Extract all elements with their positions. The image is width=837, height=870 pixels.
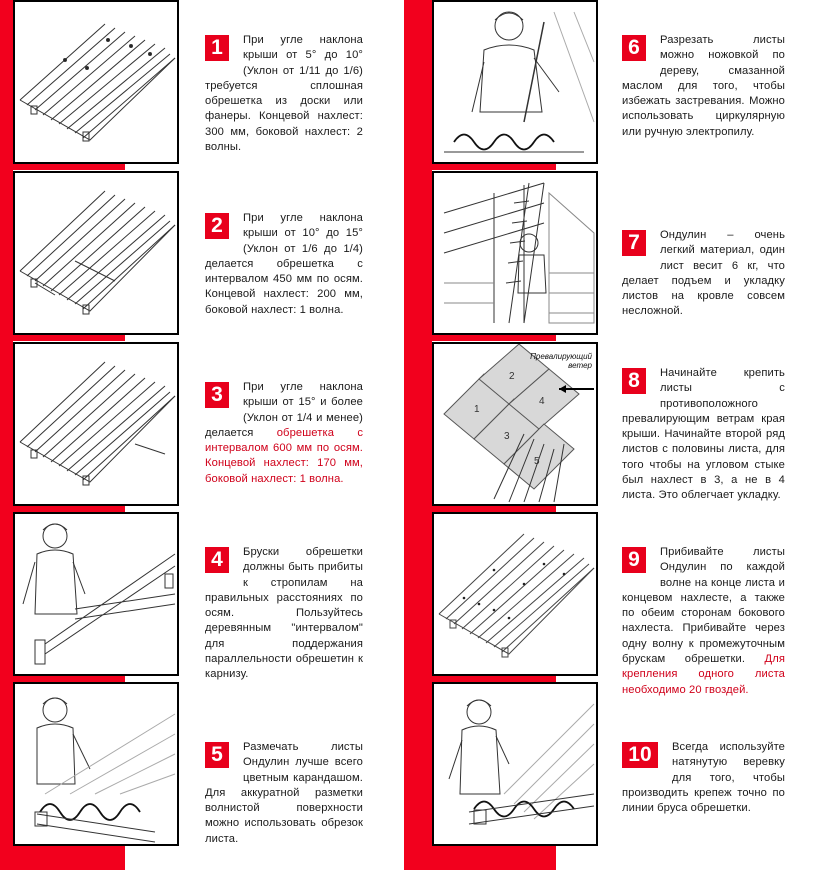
- illustration-frame-2: [13, 171, 179, 335]
- svg-text:2: 2: [509, 371, 515, 382]
- step-body-9: Прибивайте листы Ондулин по каждой волне на конце листа и концевом нахлесте, а также по обеим сторонам бокового нахлеста. Прибивайте через одну волну к промежуточным брускам обрешетки.: [622, 546, 785, 666]
- step-body-7: Ондулин – очень легкий материал, один лист весит 6 кг, что делает подъем и укладку листов на кровле совсем несложной.: [622, 229, 785, 318]
- step-body-3: При угле наклона крыши от 15° и более (Уклон от 1/4 и менее) делается: [205, 381, 363, 439]
- right-red-strip: [404, 0, 432, 870]
- step-text-7: [622, 228, 785, 320]
- step-body-10: Всегда используйте натянутую веревку для того, чтобы производить крепеж точно по линии бруса обрешетки.: [622, 741, 785, 815]
- svg-text:1: 1: [474, 404, 480, 415]
- step-highlight-9: Для крепления одного листа необходимо 20 гвоздей.: [622, 653, 785, 696]
- left-red-footer: [0, 845, 125, 870]
- wind-direction-label: Превалирующий ветер: [530, 352, 592, 370]
- step-badge-8: 8: [622, 368, 646, 394]
- worker-sawing-illustration: [434, 2, 596, 162]
- step-badge-7: 7: [622, 230, 646, 256]
- worker-marking-illustration: [15, 684, 177, 844]
- step-badge-9: 9: [622, 547, 646, 573]
- right-column: [404, 0, 837, 870]
- illustration-frame-1: [13, 0, 179, 164]
- step-badge-6: 6: [622, 35, 646, 61]
- step-highlight-3: обрешетка с интервалом 600 мм по осям. Концевой нахлест: 170 мм, боковой нахлест: 1 волна.: [205, 426, 364, 485]
- step-badge-3: 3: [205, 382, 229, 408]
- step-text-9: [622, 545, 785, 698]
- illustration-frame-8: [432, 342, 598, 506]
- step-text-3: [205, 380, 363, 487]
- step-text-2: [205, 211, 363, 318]
- red-underline-7: [432, 335, 556, 341]
- step-badge-4: 4: [205, 547, 229, 573]
- left-column: [0, 0, 404, 870]
- illustration-frame-4: [13, 512, 179, 676]
- illustration-frame-3: [13, 342, 179, 506]
- roof-sheet-illustration: [15, 2, 177, 162]
- nailing-pattern-illustration: [434, 514, 596, 674]
- step-text-10: [622, 740, 785, 816]
- step-body-4: Бруски обрешетки должны быть прибиты к стропилам на правильных расстояниях по осям. Пользуйтесь деревянным "интервалом" для поддержания параллельности обрешетин к карнизу.: [205, 546, 363, 681]
- right-red-footer: [404, 845, 556, 870]
- step-text-6: [622, 33, 785, 140]
- step-badge-5: 5: [205, 742, 229, 768]
- worker-string-illustration: [434, 684, 596, 844]
- step-body-1: При угле наклона крыши от 5° до 10° (Уклон от 1/11 до 1/6) требуется сплошная обрешетка из доски или фанеры. Концевой нахлест: 300 мм, боковой нахлест: 2 волны.: [205, 34, 363, 154]
- step-badge-1: 1: [205, 35, 229, 61]
- illustration-frame-5: [13, 682, 179, 846]
- step-body-2: При угле наклона крыши от 10° до 15° (Уклон от 1/6 до 1/4) делается обрешетка с интервалом 450 мм по осям. Концевой нахлест: 200 мм, боковой нахлест: 1 волна.: [205, 212, 363, 316]
- red-underline-1: [13, 164, 125, 170]
- step-text-5: [205, 740, 363, 847]
- illustration-frame-7: [432, 171, 598, 335]
- step-badge-2: 2: [205, 213, 229, 239]
- illustration-frame-6: [432, 0, 598, 164]
- step-text-8: [622, 366, 785, 504]
- step-body-5: Размечать листы Ондулин лучше всего цветным карандашом. Для аккуратной разметки волнистой поверхности можно использовать обрезок листа.: [205, 741, 363, 845]
- step-body-8: Начинайте крепить листы с противоположного превалирующим ветрам края крыши. Начинайте второй ряд листов с половины листа, для того чтобы на угловом стыке был нахлест в 3, а не в 4 листа. Это облегчает укладку.: [622, 367, 785, 502]
- illustration-frame-9: [432, 512, 598, 676]
- step-body-6: Разрезать листы можно ножовкой по дереву, смазанной маслом для того, чтобы избежать застревания. Можно использовать циркулярную или ручную электропилу.: [622, 34, 785, 138]
- step-text-4: [205, 545, 363, 683]
- roof-battens-illustration: [15, 173, 177, 333]
- svg-text:4: 4: [539, 396, 545, 407]
- red-underline-2: [13, 335, 125, 341]
- left-red-strip: [0, 0, 13, 870]
- worker-battens-illustration: [15, 514, 177, 674]
- step-badge-10: 10: [622, 742, 658, 768]
- worker-ladder-illustration: [434, 173, 596, 333]
- svg-text:5: 5: [534, 456, 540, 467]
- red-underline-6: [432, 164, 556, 170]
- roof-battens-illustration: [15, 344, 177, 504]
- step-text-1: [205, 33, 363, 155]
- svg-text:3: 3: [504, 431, 510, 442]
- illustration-frame-10: [432, 682, 598, 846]
